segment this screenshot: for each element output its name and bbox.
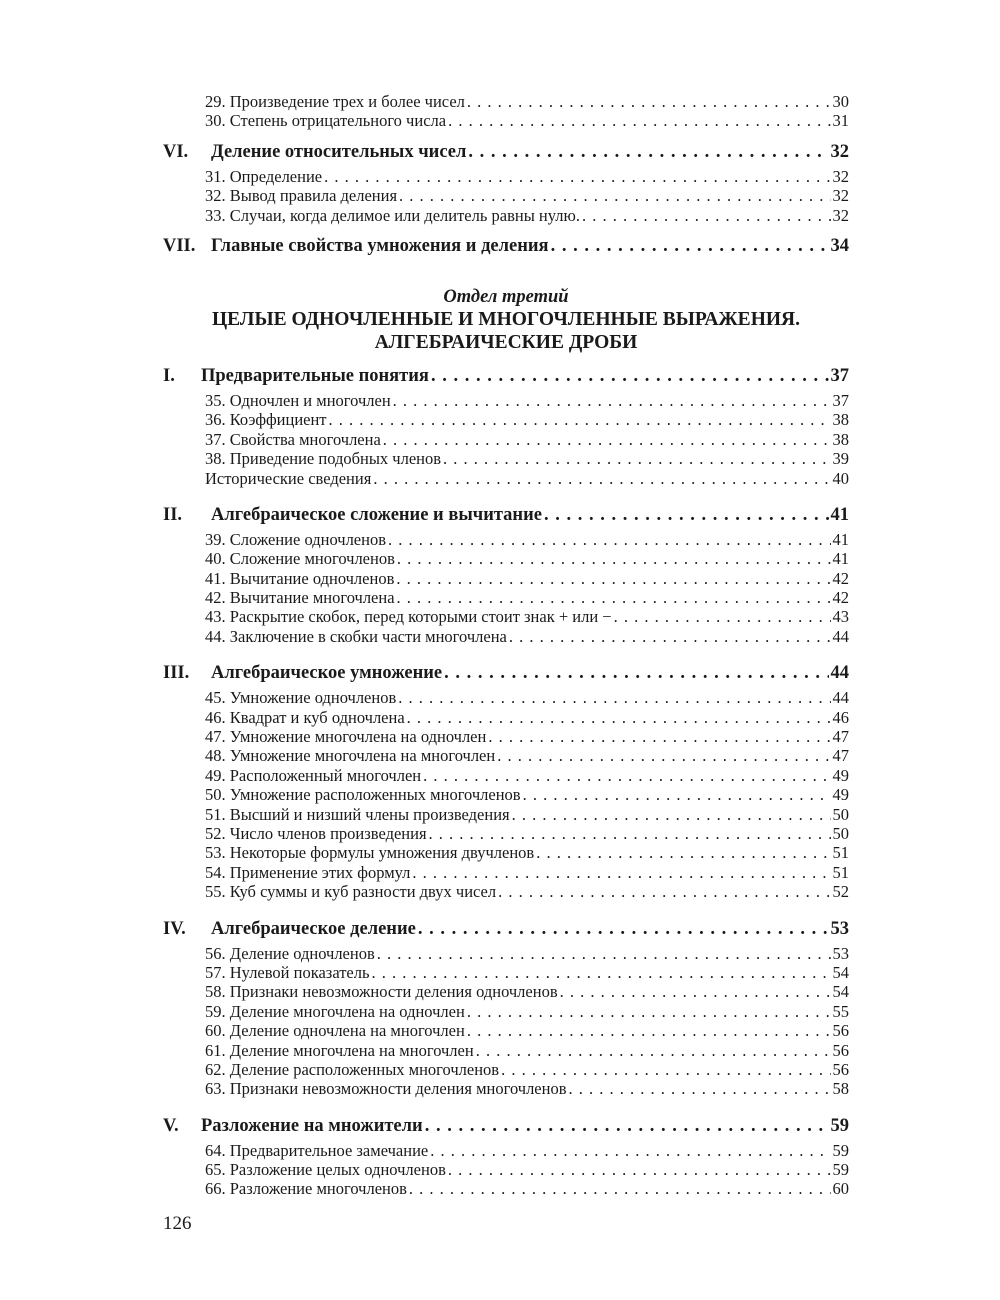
toc-entry-page: 54 [832, 982, 849, 1002]
toc-entry-page: 59 [832, 1140, 849, 1160]
dot-leader [498, 882, 830, 901]
toc-entry[interactable] [163, 727, 849, 746]
dot-leader [468, 140, 828, 164]
toc-entry-page: 51 [832, 862, 849, 882]
chapter-numeral: IV. [163, 918, 186, 939]
dot-leader [544, 503, 829, 527]
toc-entry[interactable] [163, 530, 849, 549]
toc-entry-page: 41 [832, 529, 849, 549]
toc-chapter[interactable] [163, 917, 849, 941]
toc-entry[interactable] [163, 805, 849, 824]
toc-entry-title: 35. Одночлен и многочлен [205, 390, 391, 410]
toc-entry[interactable] [163, 746, 849, 765]
toc-entry-page: 60 [832, 1179, 849, 1199]
toc-entry-page: 46 [832, 707, 849, 727]
chapter-page: 32 [830, 141, 849, 162]
dot-leader [397, 588, 831, 607]
toc-entry-title: 46. Квадрат и куб одночлена [205, 707, 405, 727]
page-number: 126 [163, 1213, 192, 1234]
chapter-page: 53 [830, 918, 849, 939]
toc-chapter[interactable] [163, 364, 849, 388]
toc-entry[interactable] [163, 1002, 849, 1021]
dot-leader [448, 111, 830, 130]
dot-leader [582, 206, 831, 225]
toc-entry-title: 47. Умножение многочлена на одночлен [205, 727, 487, 747]
toc-entry-title: 31. Определение [205, 166, 323, 186]
dot-leader [560, 982, 831, 1001]
dot-leader [393, 391, 831, 410]
toc-entry-page: 44 [832, 688, 849, 708]
dot-leader [412, 863, 830, 882]
toc-entry-title: 54. Применение этих формул [205, 862, 411, 882]
toc-entry-page: 41 [832, 549, 849, 569]
toc-entry-page: 42 [832, 588, 849, 608]
toc-entry[interactable] [163, 186, 849, 205]
dot-leader [418, 917, 829, 941]
dot-leader [443, 449, 830, 468]
toc-entry-title: 61. Деление многочлена на многочлен [205, 1040, 474, 1060]
toc-entry[interactable] [163, 863, 849, 882]
dot-leader [409, 1179, 831, 1198]
toc-continuation [163, 92, 849, 131]
chapter-title: Разложение на множители [201, 1115, 423, 1136]
toc-entry-page: 49 [832, 785, 849, 805]
toc-entry-page: 43 [832, 607, 849, 627]
toc-entry-title: 50. Умножение расположенных многочленов [205, 785, 521, 805]
toc-entry-page: 44 [832, 626, 849, 646]
toc-entry[interactable] [163, 882, 849, 901]
toc-chapter[interactable] [163, 140, 849, 164]
toc-entry-page: 54 [832, 962, 849, 982]
section-kicker: Отдел третий [443, 286, 569, 307]
toc-entry-title: 29. Произведение трех и более чисел [205, 92, 465, 111]
section-title-line2: АЛГЕБРАИЧЕСКИЕ ДРОБИ [374, 331, 638, 353]
chapter-numeral: VII. [163, 235, 196, 256]
chapter-items [163, 1141, 849, 1199]
toc-entry-page: 50 [832, 823, 849, 843]
toc-entry-title: 56. Деление одночленов [205, 943, 375, 963]
toc-entry-page: 47 [832, 746, 849, 766]
toc-entry-page: 53 [832, 943, 849, 963]
toc-entry-title: 55. Куб суммы и куб разности двух чисел [205, 882, 497, 902]
dot-leader [396, 569, 830, 588]
toc-chapter[interactable] [163, 234, 849, 258]
chapter-title: Алгебраическое деление [211, 918, 416, 939]
toc-entry[interactable] [163, 449, 849, 468]
toc-entry-title: 30. Степень отрицательного числа [205, 111, 447, 131]
chapter-page: 44 [830, 663, 849, 684]
toc-entry-page: 47 [832, 727, 849, 747]
toc-entry-page: 39 [832, 449, 849, 469]
dot-leader [429, 824, 831, 843]
chapter-items [163, 944, 849, 1099]
chapter-numeral: III. [163, 663, 190, 684]
toc-entry[interactable] [163, 469, 849, 488]
dot-leader [467, 92, 831, 111]
toc-entry-page: 50 [832, 804, 849, 824]
chapter-numeral: VI. [163, 141, 189, 162]
toc-entry[interactable] [163, 167, 849, 186]
toc-entry-page: 55 [832, 1001, 849, 1021]
chapter-page: 37 [830, 365, 849, 386]
part3-chapters [163, 364, 849, 1199]
toc-entry[interactable] [163, 92, 849, 111]
dot-leader [324, 167, 830, 186]
toc-entry[interactable] [163, 1179, 849, 1198]
dot-leader [372, 963, 831, 982]
dot-leader [614, 607, 831, 626]
toc-entry-title: 33. Случаи, когда делимое или делитель равны нулю. [205, 205, 580, 225]
toc-entry-title: 64. Предварительное замечание [205, 1140, 429, 1160]
chapter-page: 34 [830, 235, 849, 256]
toc-entry-title: 58. Признаки невозможности деления одночленов [205, 982, 558, 1002]
toc-chapter[interactable] [163, 1114, 849, 1138]
dot-leader [536, 843, 830, 862]
chapter-page: 41 [830, 504, 849, 525]
toc-entry[interactable] [163, 607, 849, 626]
dot-leader [423, 766, 830, 785]
chapter-title: Деление относительных чисел [211, 141, 467, 162]
toc-entry[interactable] [163, 785, 849, 804]
toc-entry[interactable] [163, 944, 849, 963]
chapter-title: Предварительные понятия [201, 365, 429, 386]
toc-entry-title: 63. Признаки невозможности деления многочленов [205, 1079, 567, 1099]
toc-entry-title: 45. Умножение одночленов [205, 688, 397, 708]
dot-leader [430, 1141, 830, 1160]
toc-entry-title: 42. Вычитание многочлена [205, 588, 395, 608]
toc-entry-page: 38 [832, 429, 849, 449]
toc-entry[interactable] [163, 982, 849, 1001]
dot-leader [448, 1160, 831, 1179]
toc-entry[interactable] [163, 766, 849, 785]
chapter-page: 59 [830, 1115, 849, 1136]
toc-entry-title: 60. Деление одночлена на многочлен [205, 1021, 465, 1041]
toc-entry-title: 53. Некоторые формулы умножения двучленов [205, 843, 535, 863]
toc-entry-title: 66. Разложение многочленов [205, 1179, 407, 1199]
chapter-title: Алгебраическое умножение [211, 663, 443, 684]
toc-entry[interactable] [163, 1060, 849, 1079]
toc-entry[interactable] [163, 824, 849, 843]
toc-entry-page: 32 [832, 166, 849, 186]
dot-leader [551, 234, 829, 258]
toc-chapter[interactable] [163, 661, 849, 685]
dot-leader [444, 661, 828, 685]
toc-entry-title: 59. Деление многочлена на одночлен [205, 1001, 465, 1021]
toc-entry[interactable] [163, 206, 849, 225]
chapter-items [163, 391, 849, 488]
section-title-line1: ЦЕЛЫЕ ОДНОЧЛЕННЫЕ И МНОГОЧЛЕННЫЕ ВЫРАЖЕНИЯ. [212, 308, 800, 330]
toc-entry-page: 42 [832, 568, 849, 588]
toc-entry-title: 57. Нулевой показатель [205, 962, 370, 982]
dot-leader [397, 549, 831, 568]
toc-entry-title: 41. Вычитание одночленов [205, 568, 395, 588]
dot-leader [329, 410, 831, 429]
dot-leader [523, 785, 831, 804]
toc-entry-page: 32 [832, 205, 849, 225]
dot-leader [476, 1041, 831, 1060]
toc-entry[interactable] [163, 430, 849, 449]
dot-leader [399, 186, 830, 205]
toc-entry-title: 32. Вывод правила деления [205, 186, 398, 206]
chapter-title: Алгебраическое сложение и вычитание [211, 504, 542, 525]
dot-leader [377, 944, 831, 963]
toc-entry-title: 65. Разложение целых одночленов [205, 1160, 446, 1180]
dot-leader [509, 627, 831, 646]
toc-entry-page: 58 [832, 1079, 849, 1099]
toc-entry-title: 52. Число членов произведения [205, 823, 427, 843]
toc-entry[interactable] [163, 1160, 849, 1179]
toc-entry-title: 48. Умножение многочлена на многочлен [205, 746, 496, 766]
toc-entry-page: 56 [832, 1021, 849, 1041]
toc-entry[interactable] [163, 688, 849, 707]
toc-entry-page: 31 [832, 111, 849, 131]
dot-leader [569, 1079, 831, 1098]
toc-entry-title: 44. Заключение в скобки части многочлена [205, 626, 507, 646]
toc-entry-title: 36. Коэффициент [205, 410, 327, 430]
toc-entry-title: 49. Расположенный многочлен [205, 765, 422, 785]
toc-entry[interactable] [163, 708, 849, 727]
toc-entry-title: 40. Сложение многочленов [205, 549, 395, 569]
toc-entry-title: 51. Высший и низший члены произведения [205, 804, 510, 824]
toc-entry-page: 56 [832, 1040, 849, 1060]
dot-leader [407, 708, 831, 727]
toc-entry[interactable] [163, 1021, 849, 1040]
toc-entry-page: 59 [832, 1160, 849, 1180]
toc-entry[interactable] [163, 963, 849, 982]
toc-entry[interactable] [163, 410, 849, 429]
toc-entry-title: 38. Приведение подобных членов [205, 449, 442, 469]
toc-entry[interactable] [163, 1079, 849, 1098]
toc-entry-page: 32 [832, 186, 849, 206]
toc-entry-title: 39. Сложение одночленов [205, 529, 386, 549]
toc-entry-title: 62. Деление расположенных многочленов [205, 1059, 500, 1079]
toc-entry-title: 43. Раскрытие скобок, перед которыми стоит знак + или − [205, 607, 612, 627]
toc-entry[interactable] [163, 843, 849, 862]
toc-entry-page: 37 [832, 390, 849, 410]
dot-leader [383, 430, 831, 449]
toc-entry[interactable] [163, 391, 849, 410]
toc-entry-page: 49 [832, 765, 849, 785]
dot-leader [431, 364, 829, 388]
toc-entry[interactable] [163, 588, 849, 607]
dot-leader [398, 688, 830, 707]
dot-leader [488, 727, 830, 746]
dot-leader [512, 805, 831, 824]
chapter-numeral: II. [163, 504, 183, 525]
toc-entry[interactable] [163, 111, 849, 130]
dot-leader [501, 1060, 830, 1079]
chapter-items [163, 530, 849, 646]
dot-leader [388, 530, 831, 549]
chapter-items [163, 688, 849, 901]
toc-entry-title: Исторические сведения [205, 468, 372, 488]
toc-entry[interactable] [163, 1041, 849, 1060]
toc-chapter[interactable] [163, 503, 849, 527]
chapter-numeral: I. [163, 365, 175, 386]
dot-leader [467, 1002, 831, 1021]
toc-entry-title: 37. Свойства многочлена [205, 429, 381, 449]
chapter-title: Главные свойства умножения и деления [211, 235, 549, 256]
toc-entry-page: 51 [832, 843, 849, 863]
toc-entry-page: 52 [832, 882, 849, 902]
toc-entry[interactable] [163, 549, 849, 568]
table-of-contents [163, 92, 849, 1199]
toc-entry-page: 30 [832, 92, 849, 111]
toc-entry-page: 40 [832, 468, 849, 488]
dot-leader [497, 746, 830, 765]
toc-entry-page: 56 [832, 1059, 849, 1079]
dot-leader [425, 1114, 829, 1138]
dot-leader [467, 1021, 831, 1040]
toc-entry[interactable] [163, 1141, 849, 1160]
toc-entry[interactable] [163, 569, 849, 588]
dot-leader [373, 469, 830, 488]
toc-entry[interactable] [163, 627, 849, 646]
section-heading [163, 286, 849, 354]
chapter-numeral: V. [163, 1115, 179, 1136]
toc-entry-page: 38 [832, 410, 849, 430]
